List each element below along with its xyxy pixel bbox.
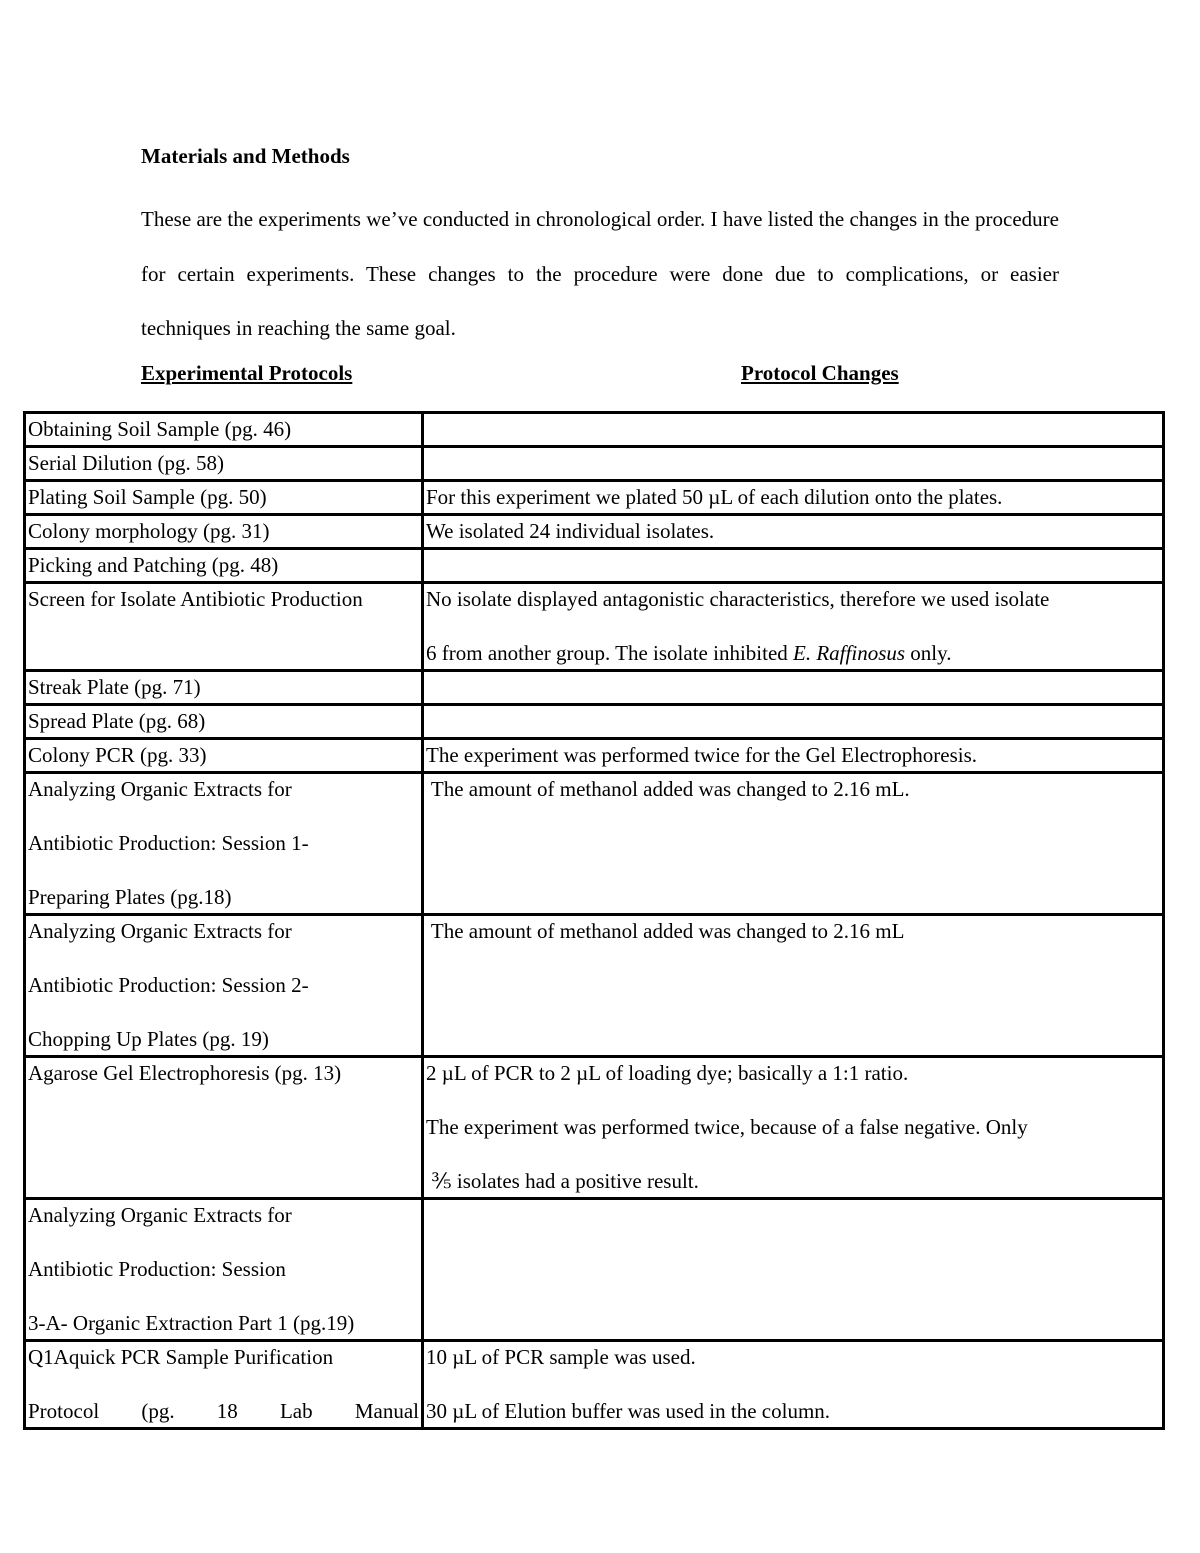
- protocol-word: Manual: [354, 1399, 419, 1423]
- protocol-cell: [25, 1341, 423, 1429]
- protocol-line: Preparing Plates (pg.18): [28, 885, 232, 909]
- protocol-cell: Spread Plate (pg. 68): [25, 705, 423, 739]
- protocol-cell: [25, 1199, 423, 1341]
- protocol-changes-title: Protocol Changes: [741, 360, 899, 385]
- changes-line: 10 µL of PCR sample was used.: [426, 1345, 696, 1369]
- changes-line: [426, 638, 1162, 669]
- protocol-line: Chopping Up Plates (pg. 19): [28, 1027, 269, 1051]
- protocol-cell: Colony morphology (pg. 31): [25, 515, 423, 549]
- changes-cell: [423, 671, 1164, 705]
- changes-text: only.: [905, 641, 952, 665]
- protocol-cell: Obtaining Soil Sample (pg. 46): [25, 413, 423, 447]
- protocol-cell: Streak Plate (pg. 71): [25, 671, 423, 705]
- protocol-cell: Screen for Isolate Antibiotic Production: [25, 583, 423, 671]
- protocol-line: Antibiotic Production: Session: [28, 1257, 286, 1281]
- changes-line: 30 µL of Elution buffer was used in the column.: [426, 1399, 831, 1423]
- changes-cell: [423, 1341, 1164, 1429]
- changes-cell: The amount of methanol added was changed to 2.16 mL.: [423, 773, 1164, 915]
- protocol-line: Analyzing Organic Extracts for: [28, 1203, 292, 1227]
- protocol-word: (pg.: [141, 1399, 175, 1423]
- table-row: [25, 915, 1164, 1057]
- protocol-cell: Plating Soil Sample (pg. 50): [25, 481, 423, 515]
- changes-line: No isolate displayed antagonistic characteristics, therefore we used isolate: [426, 587, 1050, 611]
- protocol-line: 3-A- Organic Extraction Part 1 (pg.19): [28, 1311, 355, 1335]
- experimental-protocols-title: Experimental Protocols: [141, 360, 353, 385]
- protocol-word: 18: [216, 1399, 238, 1423]
- organism-name: E. Raffinosus: [793, 641, 906, 665]
- section-heading: Materials and Methods: [141, 144, 350, 168]
- protocol-line: Antibiotic Production: Session 1-: [28, 831, 309, 855]
- changes-cell: [423, 413, 1164, 447]
- table-row: [25, 583, 1164, 671]
- changes-line: ⅗ isolates had a positive result.: [426, 1169, 699, 1193]
- changes-cell: [423, 447, 1164, 481]
- protocol-cell: Picking and Patching (pg. 48): [25, 549, 423, 583]
- table-row: [25, 1199, 1164, 1341]
- table-row: [25, 447, 1164, 481]
- changes-cell: The experiment was performed twice for the Gel Electrophoresis.: [423, 739, 1164, 773]
- column-titles: [141, 358, 1059, 398]
- changes-line: 2 µL of PCR to 2 µL of loading dye; basically a 1:1 ratio.: [426, 1061, 909, 1085]
- table-row: [25, 773, 1164, 915]
- table-row: [25, 413, 1164, 447]
- changes-text: 6 from another group. The isolate inhibited: [426, 641, 794, 665]
- intro-paragraph: These are the experiments we’ve conducted in chronological order. I have listed the changes in the procedure for certain experiments. These changes to the procedure were done due to complications, or easier techniques in reaching the same goal.: [141, 207, 1059, 340]
- table-row: [25, 481, 1164, 515]
- protocol-cell: Agarose Gel Electrophoresis (pg. 13): [25, 1057, 423, 1199]
- protocol-cell: [25, 915, 423, 1057]
- protocol-line: Q1Aquick PCR Sample Purification: [28, 1345, 334, 1369]
- changes-line: The experiment was performed twice, because of a false negative. Only: [426, 1115, 1028, 1139]
- changes-cell: We isolated 24 individual isolates.: [423, 515, 1164, 549]
- changes-cell: [423, 549, 1164, 583]
- table-row: [25, 549, 1164, 583]
- protocol-line: [28, 1396, 421, 1427]
- table-row: [25, 671, 1164, 705]
- table-row: [25, 1341, 1164, 1429]
- protocol-cell: Colony PCR (pg. 33): [25, 739, 423, 773]
- changes-cell: [423, 1199, 1164, 1341]
- table-row: [25, 1057, 1164, 1199]
- protocol-line: Analyzing Organic Extracts for: [28, 777, 292, 801]
- document-body: [141, 138, 1059, 398]
- protocol-line: Antibiotic Production: Session 2-: [28, 973, 309, 997]
- table-row: [25, 705, 1164, 739]
- protocol-line: Analyzing Organic Extracts for: [28, 919, 292, 943]
- changes-cell: [423, 583, 1164, 671]
- changes-cell: [423, 705, 1164, 739]
- protocol-word: Protocol: [28, 1399, 100, 1423]
- changes-cell: The amount of methanol added was changed to 2.16 mL: [423, 915, 1164, 1057]
- table-row: [25, 515, 1164, 549]
- table-row: [25, 739, 1164, 773]
- protocol-cell: Serial Dilution (pg. 58): [25, 447, 423, 481]
- changes-cell: For this experiment we plated 50 µL of each dilution onto the plates.: [423, 481, 1164, 515]
- protocols-table: [23, 411, 1165, 1430]
- changes-cell: [423, 1057, 1164, 1199]
- protocol-cell: [25, 773, 423, 915]
- protocol-word: Lab: [279, 1399, 313, 1423]
